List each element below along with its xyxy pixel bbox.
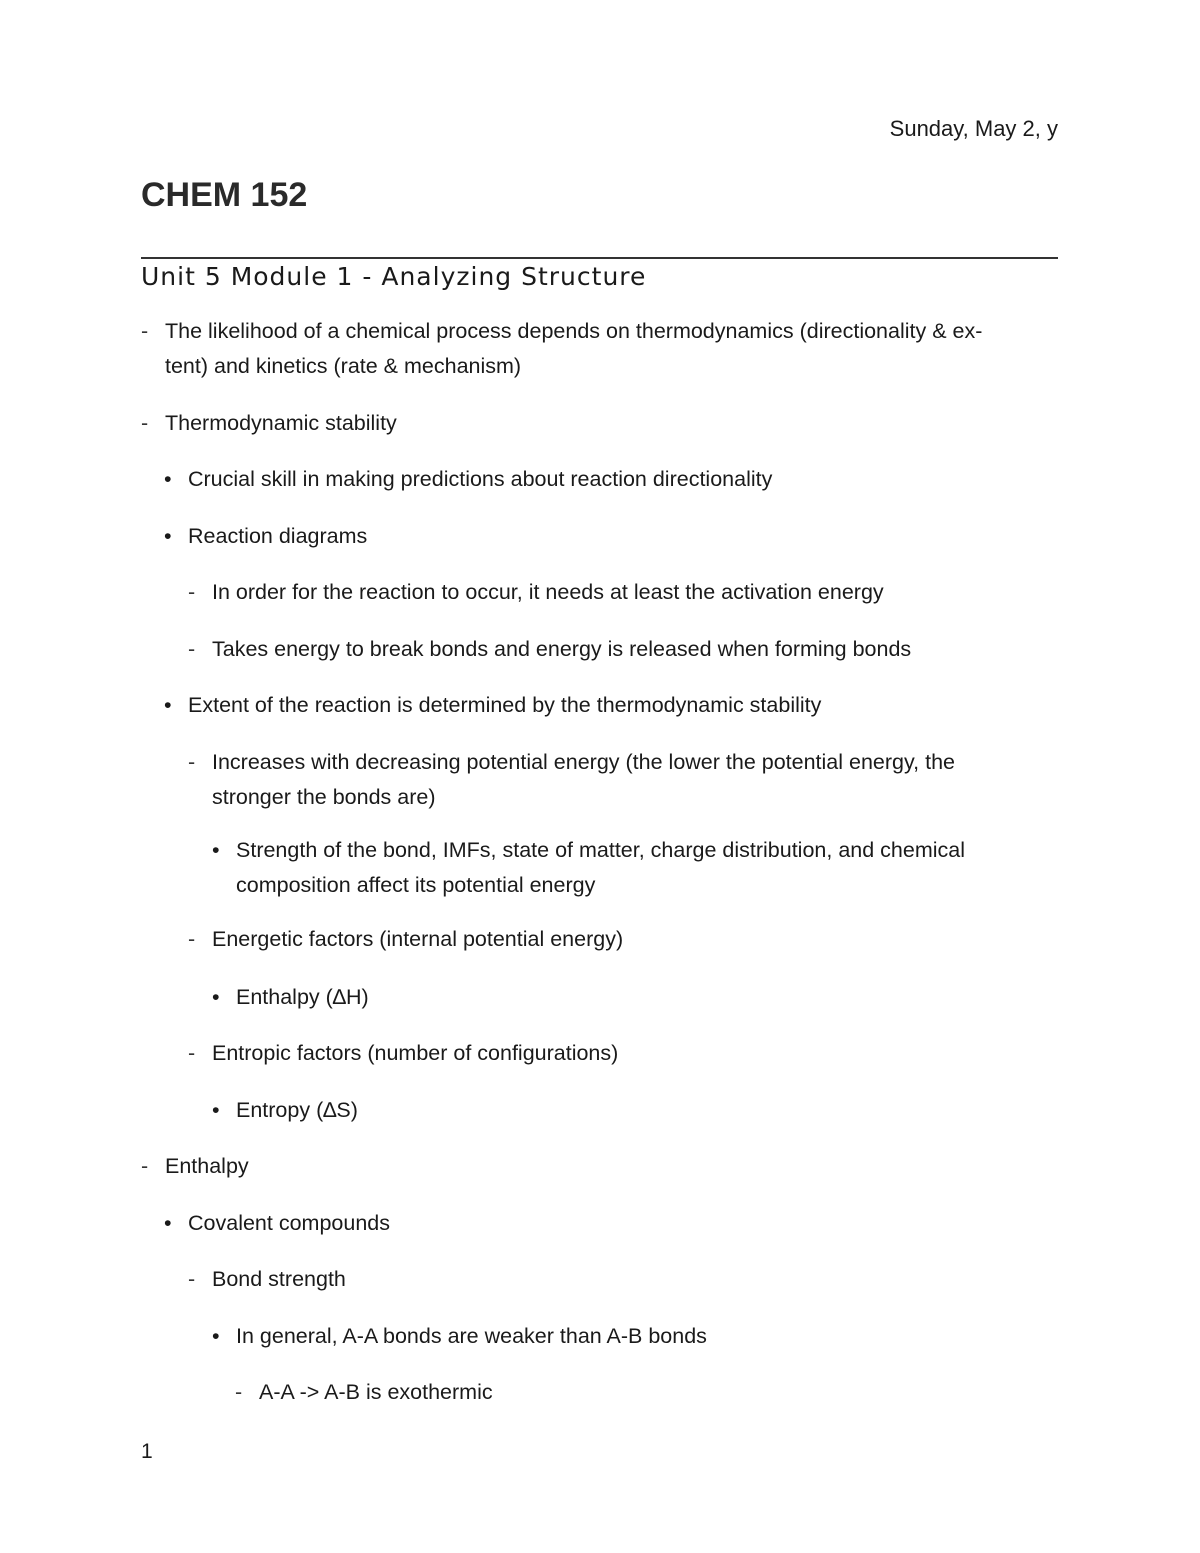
dash-marker: - bbox=[235, 1380, 243, 1404]
dash-marker: - bbox=[188, 637, 196, 661]
list-item bbox=[212, 980, 369, 1015]
list-item bbox=[188, 575, 884, 610]
list-item bbox=[141, 406, 397, 441]
bullet-marker: • bbox=[164, 524, 172, 548]
list-item bbox=[188, 1036, 618, 1071]
list-item-text: In order for the reaction to occur, it needs at least the activation energy bbox=[212, 580, 884, 604]
list-item bbox=[212, 833, 965, 903]
bullet-marker: • bbox=[212, 985, 220, 1009]
list-item-text: Extent of the reaction is determined by the thermodynamic stability bbox=[188, 693, 822, 717]
list-item-text: Energetic factors (internal potential energy) bbox=[212, 927, 624, 951]
list-item bbox=[141, 314, 982, 384]
list-item-text: Takes energy to break bonds and energy is released when forming bonds bbox=[212, 637, 912, 661]
list-item-text: Thermodynamic stability bbox=[165, 411, 397, 435]
heading-divider bbox=[141, 257, 1058, 259]
unit-heading: Unit 5 Module 1 - Analyzing Structure bbox=[141, 262, 647, 291]
list-item-text: Increases with decreasing potential energy (the lower the potential energy, the bbox=[212, 750, 955, 774]
list-item-text: Enthalpy bbox=[165, 1154, 249, 1178]
list-item bbox=[164, 688, 821, 723]
dash-marker: - bbox=[141, 319, 149, 343]
bullet-marker: • bbox=[212, 1324, 220, 1348]
list-item bbox=[164, 1206, 390, 1241]
list-item-text: Covalent compounds bbox=[188, 1211, 390, 1235]
list-item bbox=[141, 1149, 249, 1184]
list-item-text: Crucial skill in making predictions about reaction directionality bbox=[188, 467, 773, 491]
list-item-text-continued: tent) and kinetics (rate & mechanism) bbox=[165, 354, 522, 378]
list-item-text: Entropy (∆S) bbox=[236, 1098, 358, 1122]
dash-marker: - bbox=[188, 580, 196, 604]
bullet-marker: • bbox=[212, 1098, 220, 1122]
bullet-marker: • bbox=[164, 467, 172, 491]
dash-marker: - bbox=[188, 750, 196, 774]
list-item-text: In general, A-A bonds are weaker than A-B bonds bbox=[236, 1324, 707, 1348]
bullet-marker: • bbox=[212, 838, 220, 862]
list-item bbox=[188, 922, 623, 957]
list-item-text: Strength of the bond, IMFs, state of matter, charge distribution, and chemical bbox=[236, 838, 965, 862]
dash-marker: - bbox=[141, 1154, 149, 1178]
list-item bbox=[164, 519, 367, 554]
list-item bbox=[188, 1262, 346, 1297]
page-number: 1 bbox=[141, 1440, 153, 1463]
bullet-marker: • bbox=[164, 1211, 172, 1235]
list-item-text: Bond strength bbox=[212, 1267, 346, 1291]
list-item bbox=[188, 745, 955, 815]
list-item-text: A-A -> A-B is exothermic bbox=[259, 1380, 493, 1404]
dash-marker: - bbox=[141, 411, 149, 435]
list-item-text: The likelihood of a chemical process depends on thermodynamics (directionality & ex- bbox=[165, 319, 983, 343]
list-item bbox=[164, 462, 772, 497]
list-item bbox=[188, 632, 911, 667]
list-item bbox=[212, 1319, 707, 1354]
list-item-text: Entropic factors (number of configurations) bbox=[212, 1041, 619, 1065]
list-item-text: Enthalpy (∆H) bbox=[236, 985, 369, 1009]
dash-marker: - bbox=[188, 1267, 196, 1291]
list-item-text-continued: stronger the bonds are) bbox=[212, 785, 436, 809]
list-item bbox=[212, 1093, 358, 1128]
list-item-text: Reaction diagrams bbox=[188, 524, 368, 548]
list-item bbox=[235, 1375, 493, 1410]
list-item-text-continued: composition affect its potential energy bbox=[236, 873, 596, 897]
course-title: CHEM 152 bbox=[141, 176, 308, 214]
document-date: Sunday, May 2, y bbox=[889, 116, 1058, 141]
dash-marker: - bbox=[188, 927, 196, 951]
dash-marker: - bbox=[188, 1041, 196, 1065]
bullet-marker: • bbox=[164, 693, 172, 717]
